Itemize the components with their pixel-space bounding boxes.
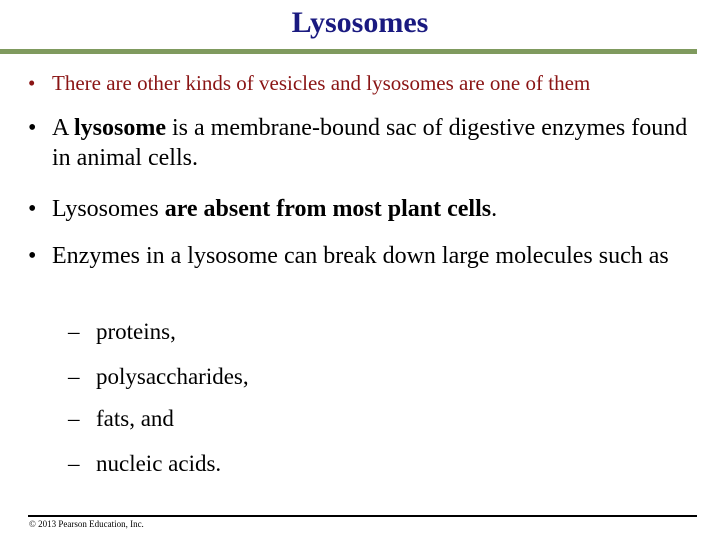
sub-item-polysaccharides: – polysaccharides, [68, 364, 249, 389]
sub-item-fats: – fats, and [68, 406, 174, 431]
bullet-dot: • [28, 115, 37, 141]
bullet-plant-cells [28, 194, 708, 224]
bullet-dot: • [28, 71, 36, 95]
footer-divider [28, 515, 697, 517]
copyright-notice: © 2013 Pearson Education, Inc. [29, 519, 144, 529]
bullet-text: Enzymes in a lysosome can break down large molecules such as [52, 243, 669, 269]
bullet-enzymes [28, 241, 708, 271]
title-divider [0, 49, 697, 54]
bullet-dot: • [28, 196, 37, 222]
bullet-text: A lysosome is a membrane-bound sac of digestive enzymes found in animal cells. [52, 115, 688, 171]
sub-item-nucleic-acids: – nucleic acids. [68, 451, 222, 476]
sub-item-proteins: – proteins, [68, 319, 176, 344]
bullet-lysosome-definition [28, 113, 708, 173]
bullet-dot: • [28, 243, 37, 269]
bullet-intro [28, 68, 708, 98]
slide-title: Lysosomes [291, 6, 429, 39]
bullet-text: Lysosomes are absent from most plant cells. [52, 196, 498, 222]
bullet-text: There are other kinds of vesicles and lysosomes are one of them [52, 71, 591, 95]
